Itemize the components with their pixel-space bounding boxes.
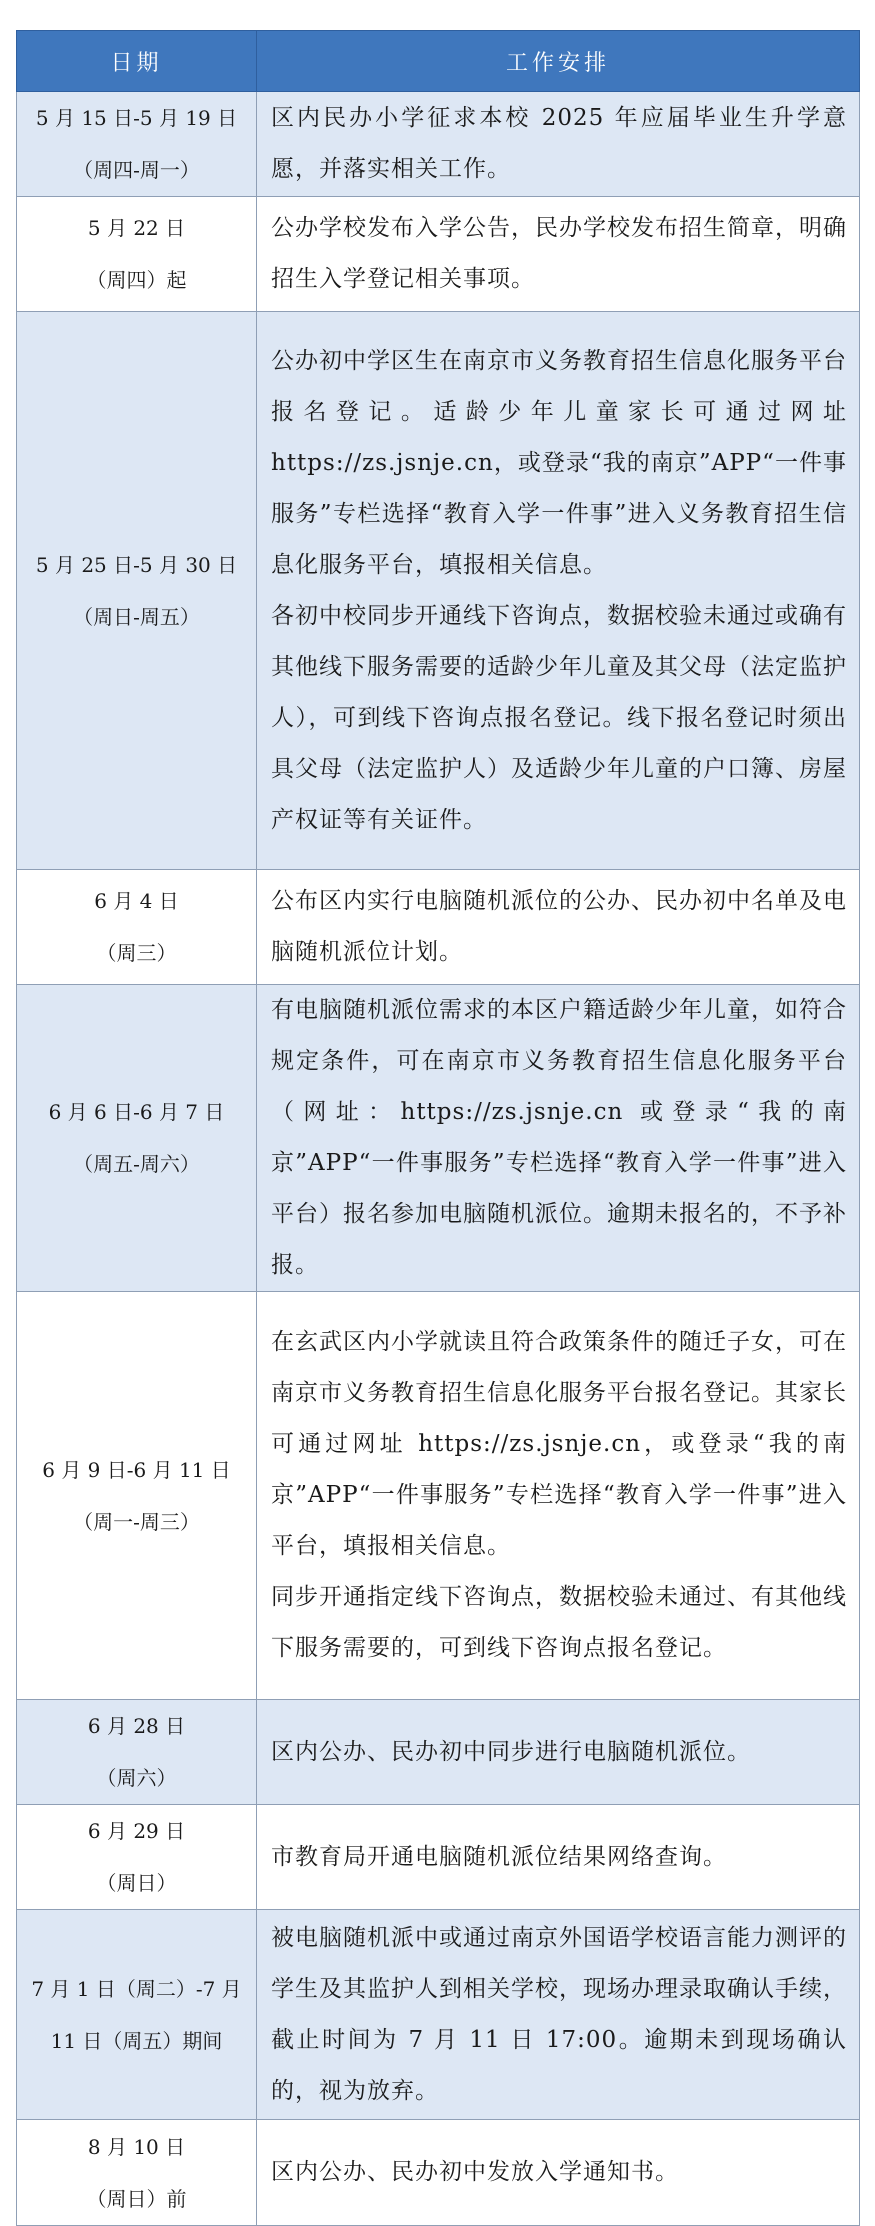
date-line: 5 月 25 日-5 月 30 日 — [35, 552, 238, 577]
weekday-line: （周日）前 — [86, 2186, 187, 2211]
task-paragraph: 公办初中学区生在南京市义务教育招生信息化服务平台报名登记。适龄少年儿童家长可通过网址 https://zs.jsnje.cn，或登录“我的南京”APP“一件事服务”专栏选择“教育入学一件事”进入义务教育招生信息化服务平台，填报相关信息。 — [271, 347, 847, 578]
table-header-row — [17, 31, 860, 92]
table-row — [17, 1292, 860, 1700]
date-line: 6 月 6 日-6 月 7 日 — [48, 1100, 225, 1124]
weekday-line: （周三） — [96, 941, 177, 965]
row-date — [17, 870, 257, 985]
task-paragraph: 区内公办、民办初中同步进行电脑随机派位。 — [271, 1738, 751, 1765]
task-paragraph: 被电脑随机派中或通过南京外国语学校语言能力测评的学生及其监护人到相关学校，现场办理录取确认手续，截止时间为 7 月 11 日 17:00。逾期未到现场确认的，视为放弃。 — [271, 1924, 847, 2104]
row-date — [17, 197, 257, 312]
table-row — [17, 985, 860, 1292]
weekday-line: （周四）起 — [86, 268, 187, 292]
row-task — [257, 1292, 860, 1700]
row-task — [257, 1805, 860, 1910]
row-task — [257, 312, 860, 870]
task-paragraph: 同步开通指定线下咨询点，数据校验未通过、有其他线下服务需要的，可到线下咨询点报名登记。 — [271, 1584, 847, 1661]
header-task: 工作安排 — [257, 31, 860, 92]
table-row — [17, 197, 860, 312]
table-row — [17, 2120, 860, 2226]
row-date — [17, 1805, 257, 1910]
weekday-line: （周四-周一） — [73, 158, 200, 182]
row-task — [257, 1910, 860, 2120]
weekday-line: （周五-周六） — [73, 1152, 200, 1176]
task-paragraph: 区内公办、民办初中发放入学通知书。 — [271, 2159, 679, 2185]
row-task — [257, 870, 860, 985]
task-paragraph: 市教育局开通电脑随机派位结果网络查询。 — [271, 1843, 727, 1870]
task-paragraph: 在玄武区内小学就读且符合政策条件的随迁子女，可在南京市义务教育招生信息化服务平台报名登记。其家长可通过网址 https://zs.jsnje.cn，或登录“我的南京”APP“一件事服务”专栏选择“教育入学一件事”进入平台，填报相关信息。 — [271, 1329, 847, 1559]
row-date — [17, 1910, 257, 2120]
weekday-line: （周日） — [96, 1871, 177, 1895]
task-paragraph: 公办学校发布入学公告，民办学校发布招生简章，明确招生入学登记相关事项。 — [271, 215, 847, 292]
row-date — [17, 2120, 257, 2226]
table-row — [17, 1910, 860, 2120]
task-paragraph: 有电脑随机派位需求的本区户籍适龄少年儿童，如符合规定条件，可在南京市义务教育招生信息化服务平台（网址：https://zs.jsnje.cn 或登录“我的南京”APP“一件事服务”专栏选择“教育入学一件事”进入平台）报名参加电脑随机派位。逾期未报名的，不予补报。 — [271, 997, 847, 1278]
table-row — [17, 1805, 860, 1910]
date-line: 6 月 28 日 — [87, 1714, 186, 1738]
row-date — [17, 92, 257, 197]
row-date — [17, 985, 257, 1292]
row-date — [17, 1700, 257, 1805]
row-task — [257, 985, 860, 1292]
row-task — [257, 2120, 860, 2226]
date-line: 8 月 10 日 — [87, 2134, 186, 2159]
date-line: 7 月 1 日（周二）-7 月 11 日（周五）期间 — [31, 1976, 242, 2053]
row-date — [17, 1292, 257, 1700]
table-row — [17, 870, 860, 985]
table-row — [17, 92, 860, 197]
date-line: 5 月 15 日-5 月 19 日 — [35, 106, 238, 130]
task-paragraph: 区内民办小学征求本校 2025 年应届毕业生升学意愿，并落实相关工作。 — [271, 105, 847, 182]
weekday-line: （周日-周五） — [73, 604, 200, 629]
weekday-line: （周一-周三） — [73, 1509, 200, 1534]
task-paragraph: 各初中校同步开通线下咨询点，数据校验未通过或确有其他线下服务需要的适龄少年儿童及其父母（法定监护人），可到线下咨询点报名登记。线下报名登记时须出具父母（法定监护人）及适龄少年儿童的户口簿、房屋产权证等有关证件。 — [271, 602, 847, 833]
row-task — [257, 1700, 860, 1805]
date-line: 6 月 29 日 — [87, 1819, 186, 1843]
weekday-line: （周六） — [96, 1766, 177, 1790]
task-paragraph: 公布区内实行电脑随机派位的公办、民办初中名单及电脑随机派位计划。 — [271, 888, 847, 965]
date-line: 6 月 9 日-6 月 11 日 — [42, 1457, 231, 1482]
date-line: 6 月 4 日 — [94, 889, 179, 913]
table-row — [17, 1700, 860, 1805]
enrollment-schedule-table — [16, 30, 860, 2226]
row-date — [17, 312, 257, 870]
header-date: 日期 — [17, 31, 257, 92]
row-task — [257, 92, 860, 197]
table-row — [17, 312, 860, 870]
date-line: 5 月 22 日 — [87, 216, 186, 240]
row-task — [257, 197, 860, 312]
